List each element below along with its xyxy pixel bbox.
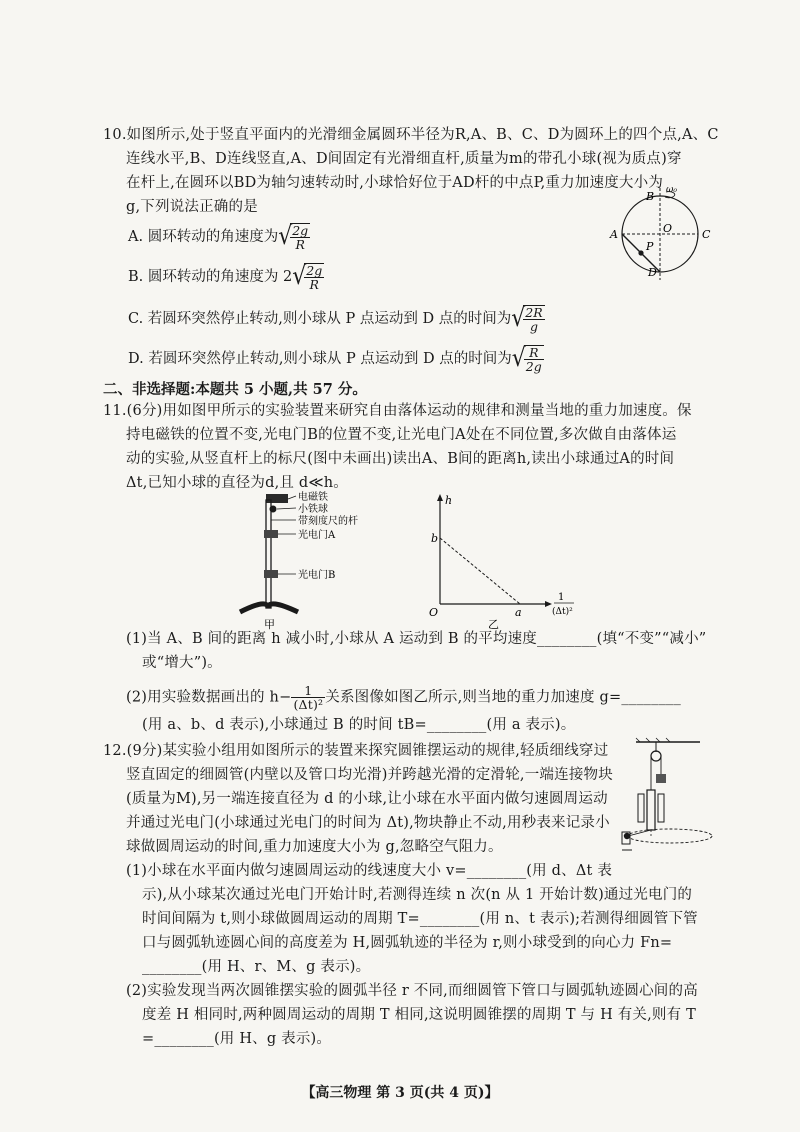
q12-line-2: 竖直固定的细圆管(内壁以及管口均光滑)并跨越光滑的定滑轮,一端连接物块	[126, 767, 613, 783]
ball-p	[638, 250, 643, 255]
pendulum-ball	[624, 833, 630, 839]
x-intercept-label: a	[515, 606, 522, 619]
q10-b-den: R	[309, 277, 319, 292]
leader-2	[277, 508, 296, 509]
q12-sub1-line-3: 时间间隔为 t,则小球做圆周运动的周期 T=________(用 n、t 表示);若测得细圆管下管	[142, 911, 698, 927]
y-axis-label: h	[445, 494, 453, 507]
q10-option-b	[128, 262, 324, 292]
q12-line-3: (质量为M),另一端连接直径为 d 的小球,让小球在水平面内做匀速圆周运动	[126, 791, 608, 807]
label-omega: ω₀	[666, 185, 677, 195]
label-a: A	[610, 228, 618, 241]
q10-c-num: 2R	[525, 305, 543, 320]
q12-sub2-line-2: 度差 H 相同时,两种圆周运动的周期 T 相同,这说明圆锥摆的周期 T 与 H 有关,则有 T	[142, 1007, 697, 1023]
q10-line-3: 在杆上,在圆环以BD为轴匀速转动时,小球恰好位于AD杆的中点P,重力加速度大小为	[126, 175, 664, 191]
q12-sub2-line-1: (2)实验发现当两次圆锥摆实验的圆弧半径 r 不同,而细圆管下管口与圆弧轨迹圆心间的高	[126, 983, 698, 999]
label-b: B	[646, 190, 655, 203]
q11-line-1: 11.(6分)用如图甲所示的实验装置来研究自由落体运动的规律和测量当地的重力加速度。保	[103, 403, 692, 419]
label-o: O	[663, 222, 673, 235]
y-axis-arrow-icon	[437, 494, 443, 501]
q10-ring-figure	[608, 184, 718, 284]
q11-figure-yi	[428, 492, 588, 632]
q10-option-c	[128, 304, 545, 334]
q11-sub1-line-2: 或“增大”)。	[142, 655, 222, 671]
q11-sub2-frac-den: (Δt)²	[293, 697, 324, 712]
q11-line-4: Δt,已知小球的直径为d,且 d≪h。	[126, 475, 349, 491]
q12-sub1-line-5: ________(用 H、r、M、g 表示)。	[142, 959, 371, 975]
q12-sub1-line-4: 口与圆弧轨迹圆心间的高度差为 H,圆弧轨迹的半径为 r,则小球受到的向心力 Fn=	[142, 935, 673, 951]
label-c: C	[702, 228, 711, 241]
q10-option-a-text: A. 圆环转动的角速度为	[128, 229, 279, 245]
q10-line-4: g,下列说法正确的是	[126, 199, 258, 215]
q10-option-a-sqrt: √ $\frac{2g}{R}$	[278, 222, 309, 252]
q11-line-2: 持电磁铁的位置不变,光电门B的位置不变,让光电门A处在不同位置,多次做自由落体运	[126, 427, 677, 443]
label-electromagnet: 电磁铁	[298, 492, 328, 503]
q10-option-d	[128, 344, 544, 374]
circular-path	[628, 829, 712, 843]
q10-line-2: 连线水平,B、D连线竖直,A、D间固定有光滑细直杆,质量为m的带孔小球(视为质点)穿	[126, 151, 682, 167]
origin-label: O	[429, 606, 439, 619]
q10-option-c-sqrt: √ $\frac{2R}{g}$	[511, 304, 543, 334]
q12-line-5: 球做圆周运动的时间,重力加速度大小为 g,忽略空气阻力。	[126, 839, 503, 855]
q10-b-num: 2g	[306, 263, 323, 278]
q10-d-den: 2g	[525, 359, 542, 374]
q10-option-c-text: C. 若圆环突然停止转动,则小球从 P 点运动到 D 点的时间为	[128, 311, 512, 327]
stand-base	[240, 604, 298, 612]
q10-option-d-sqrt: √ $\frac{R}{2g}$	[511, 344, 542, 374]
caption-jia: 甲	[264, 618, 275, 630]
q11-sub2-frac-num: 1	[291, 684, 325, 698]
label-gate-a: 光电门A	[298, 530, 336, 541]
clamp-right	[658, 794, 664, 822]
q12-sub1-line-1: (1)小球在水平面内做匀速圆周运动的线速度大小 v=________(用 d、Δt 表	[126, 863, 613, 879]
y-intercept-label: b	[431, 532, 439, 545]
q10-option-a	[128, 222, 310, 252]
graph-line	[440, 538, 520, 604]
q10-option-b-text: B. 圆环转动的角速度为 2	[128, 269, 293, 285]
block-m	[656, 774, 666, 783]
q12-line-1: 12.(9分)某实验小组用如图所示的装置来探究圆锥摆运动的规律,轻质细线穿过	[103, 743, 609, 759]
q10-d-num: R	[524, 346, 544, 360]
photogate-b	[264, 570, 278, 578]
q11-line-3: 动的实验,从竖直杆上的标尺(图中未画出)读出A、B间的距离h,读出小球通过A的时间	[126, 451, 675, 467]
label-rod: 带刻度尺的杆	[298, 516, 358, 527]
label-p: P	[646, 240, 654, 253]
q11-sub2-line-1	[126, 684, 681, 711]
label-iron-ball: 小铁球	[298, 504, 328, 515]
scale-rod	[266, 500, 271, 608]
q11-sub1-line-1: (1)当 A、B 间的距离 h 减小时,小球从 A 运动到 B 的平均速度________(填“不变”“减小”	[126, 631, 707, 647]
q10-option-b-sqrt: √ $\frac{2g}{R}$	[292, 262, 323, 292]
q10-a-num: 2g	[292, 223, 309, 238]
pulley-icon	[651, 751, 661, 761]
caption-yi: 乙	[488, 618, 499, 631]
section-title: 二、非选择题:本题共 5 小题,共 57 分。	[103, 381, 367, 398]
x-axis-den: (Δt)²	[552, 607, 573, 617]
q12-sub1-line-2: 示),从小球某次通过光电门开始计时,若测得连续 n 次(n 从 1 开始计数)通过光电门的	[142, 887, 693, 903]
q10-line-1: 10.如图所示,处于竖直平面内的光滑细金属圆环半径为R,A、B、C、D为圆环上的四个点,A、C	[103, 127, 719, 143]
q10-c-den: g	[529, 319, 538, 334]
q12-pendulum-figure	[614, 736, 724, 866]
x-axis-num: 1	[558, 592, 565, 603]
page-footer: 【高三物理 第 3 页(共 4 页)】	[301, 1085, 499, 1101]
clamp-left	[638, 794, 644, 822]
photogate-a	[264, 530, 278, 538]
electromagnet	[266, 494, 288, 503]
q12-line-4: 并通过光电门(小球通过光电门的时间为 Δt),物块静止不动,用秒表来记录小	[126, 815, 610, 831]
x-axis-arrow-icon	[545, 601, 552, 607]
q12-sub2-line-3: =________(用 H、g 表示)。	[142, 1031, 332, 1047]
q10-a-den: R	[295, 237, 305, 252]
thin-tube	[647, 790, 655, 830]
label-d: D	[648, 266, 657, 279]
q10-option-d-text: D. 若圆环突然停止转动,则小球从 P 点运动到 D 点的时间为	[128, 351, 512, 367]
q11-sub2-pre: (2)用实验数据画出的 h−	[126, 689, 292, 706]
q11-sub2-post: 关系图像如图乙所示,则当地的重力加速度 g=________	[325, 689, 681, 706]
q11-sub2-line-2: (用 a、b、d 表示),小球通过 B 的时间 tB=________(用 a 表示)。	[142, 717, 576, 733]
label-gate-b: 光电门B	[298, 570, 336, 581]
leader-1	[288, 496, 296, 499]
q11-figure-jia	[236, 490, 376, 630]
